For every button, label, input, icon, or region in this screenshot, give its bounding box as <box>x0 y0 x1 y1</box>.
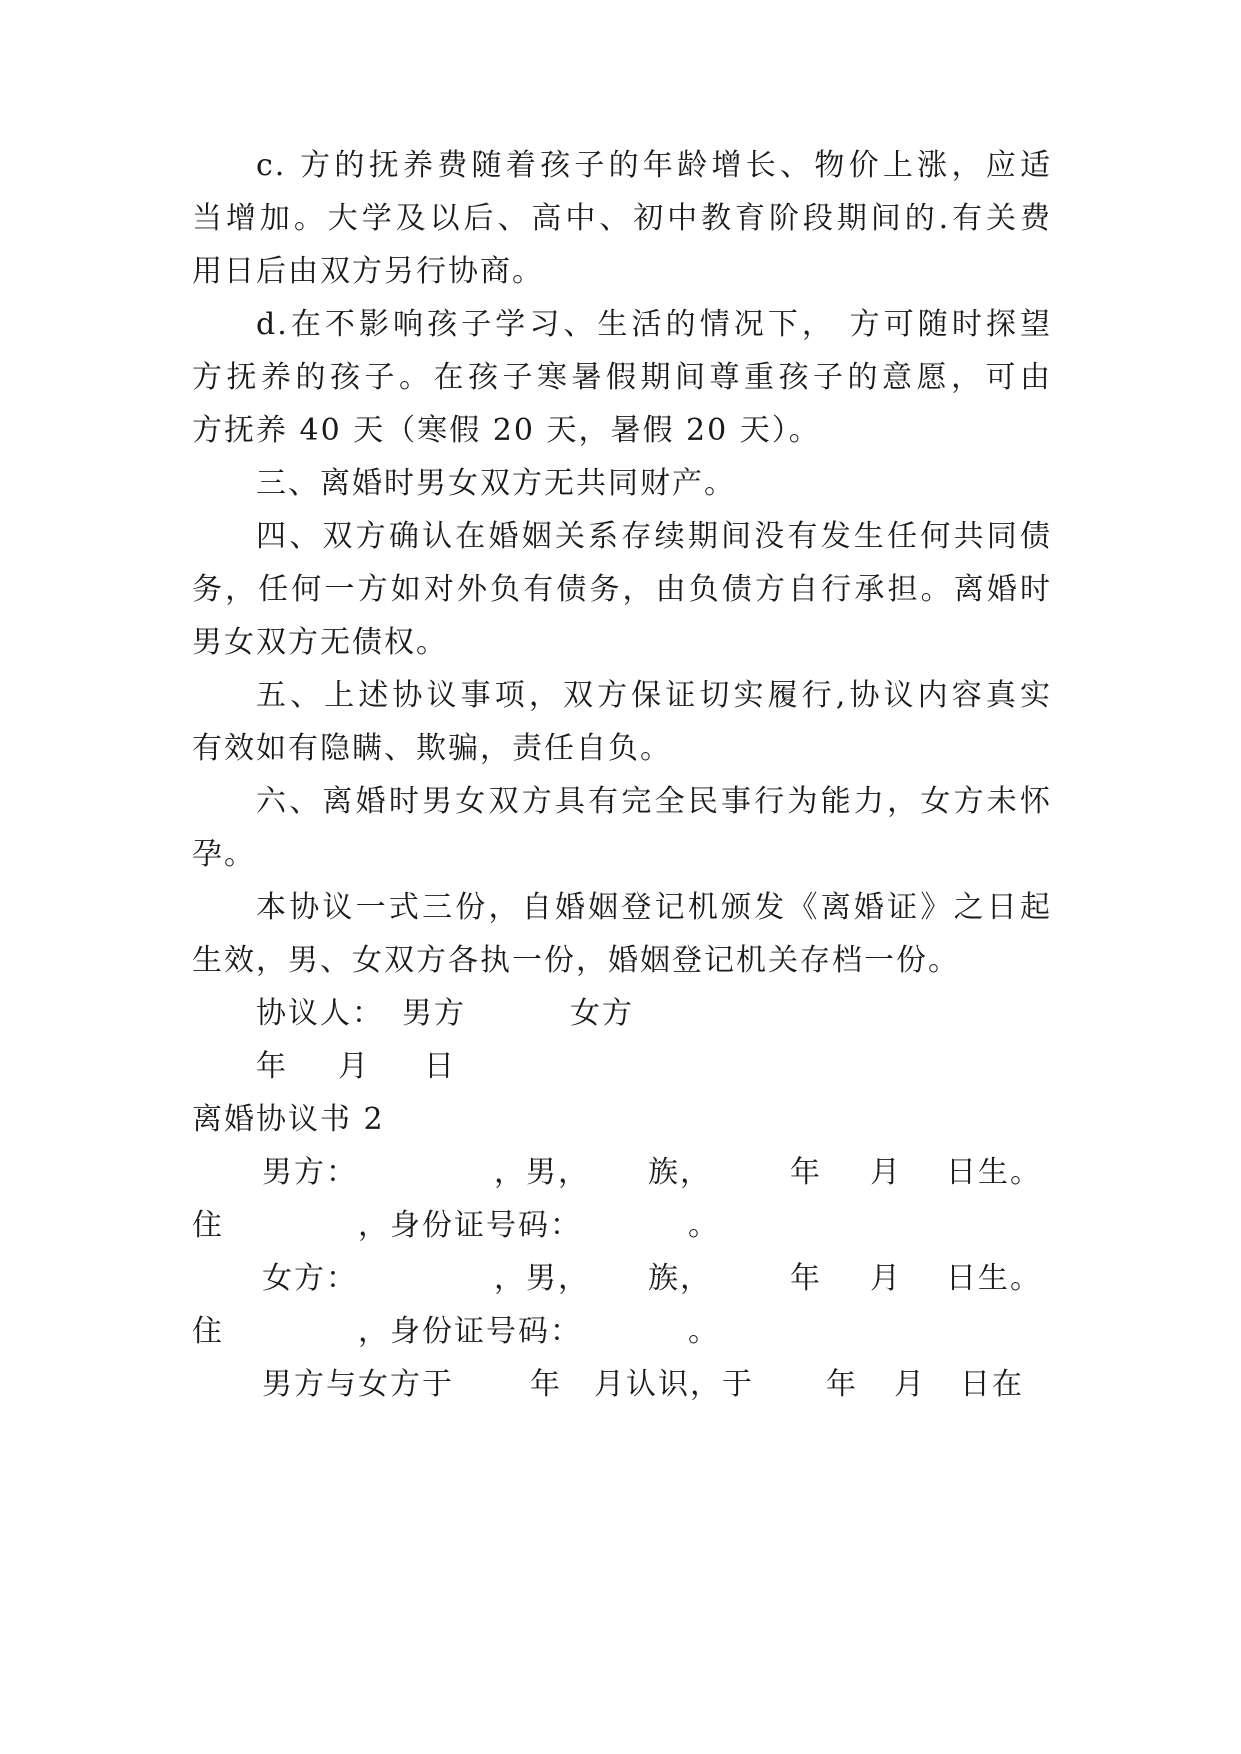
paragraph-line: 有效如有隐瞒、欺骗，责任自负。 <box>192 731 672 766</box>
acquaintance-year1: 年 <box>530 1367 562 1402</box>
acquaintance-month2: 月 <box>894 1367 926 1402</box>
female-address-label: 住 <box>192 1314 224 1349</box>
date-day: 日 <box>424 1049 456 1084</box>
signature-line <box>256 994 1052 1034</box>
female-address-line <box>192 1312 1052 1352</box>
paragraph-line: 六、离婚时男女双方具有完全民事行为能力，女方未怀 <box>256 784 1052 819</box>
date-line <box>256 1047 1052 1087</box>
acquaintance-line <box>192 1365 1052 1405</box>
male-year: 年 <box>790 1155 822 1190</box>
paragraph-line: 男女双方无债权。 <box>192 625 448 660</box>
female-id-label: ，身份证号码： <box>358 1314 582 1349</box>
female-year: 年 <box>790 1261 822 1296</box>
male-address-label: 住 <box>192 1208 224 1243</box>
paragraph-line: 务，任何一方如对外负有债务，由负债方自行承担。离婚时 <box>192 572 1052 607</box>
paragraph-line: 五、上述协议事项，双方保证切实履行,协议内容真实 <box>256 678 1052 713</box>
male-id-label: ，身份证号码： <box>358 1208 582 1243</box>
male-info-line <box>192 1153 1052 1193</box>
date-month: 月 <box>338 1049 370 1084</box>
signature-female: 女方 <box>570 996 634 1031</box>
section-title: 离婚协议书 2 <box>192 1102 385 1137</box>
female-end: 。 <box>688 1314 720 1349</box>
paragraph-line: 三、离婚时男女双方无共同财产。 <box>256 466 736 501</box>
female-month: 月 <box>870 1261 902 1296</box>
paragraph-line: c. 方的抚养费随着孩子的年龄增长、物价上涨，应适 <box>256 148 1052 183</box>
male-born: 日生。 <box>946 1155 1042 1190</box>
male-address-line <box>192 1206 1052 1246</box>
paragraph-line: 用日后由双方另行协商。 <box>192 254 544 289</box>
paragraph-line: 方抚养的孩子。在孩子寒暑假期间尊重孩子的意愿，可由 <box>192 360 1052 395</box>
female-label: 女方： <box>262 1261 358 1296</box>
paragraph-line: 四、双方确认在婚姻关系存续期间没有发生任何共同债 <box>256 519 1052 554</box>
male-ethnicity: 族， <box>648 1155 712 1190</box>
paragraph-line: 当增加。大学及以后、高中、初中教育阶段期间的.有关费 <box>192 201 1052 236</box>
male-label: 男方： <box>262 1155 358 1190</box>
female-gender: ，男， <box>494 1261 590 1296</box>
acquaintance-year2: 年 <box>826 1367 858 1402</box>
date-year: 年 <box>256 1049 288 1084</box>
paragraph-line: 本协议一式三份，自婚姻登记机颁发《离婚证》之日起 <box>256 890 1052 925</box>
male-month: 月 <box>870 1155 902 1190</box>
signature-label: 协议人： <box>256 996 384 1031</box>
paragraph-line: 方抚养 40 天（寒假 20 天，暑假 20 天）。 <box>192 413 821 448</box>
male-gender: ，男， <box>494 1155 590 1190</box>
paragraph-line: 孕。 <box>192 837 256 872</box>
paragraph-line: d.在不影响孩子学习、生活的情况下， 方可随时探望 <box>256 307 1052 342</box>
acquaintance-lead: 男方与女方于 <box>262 1367 454 1402</box>
acquaintance-month1: 月认识，于 <box>594 1367 754 1402</box>
acquaintance-day2: 日在 <box>960 1367 1024 1402</box>
female-info-line <box>192 1259 1052 1299</box>
signature-male: 男方 <box>402 996 466 1031</box>
paragraph-line: 生效，男、女双方各执一份，婚姻登记机关存档一份。 <box>192 943 960 978</box>
female-ethnicity: 族， <box>648 1261 712 1296</box>
female-born: 日生。 <box>946 1261 1042 1296</box>
male-end: 。 <box>688 1208 720 1243</box>
